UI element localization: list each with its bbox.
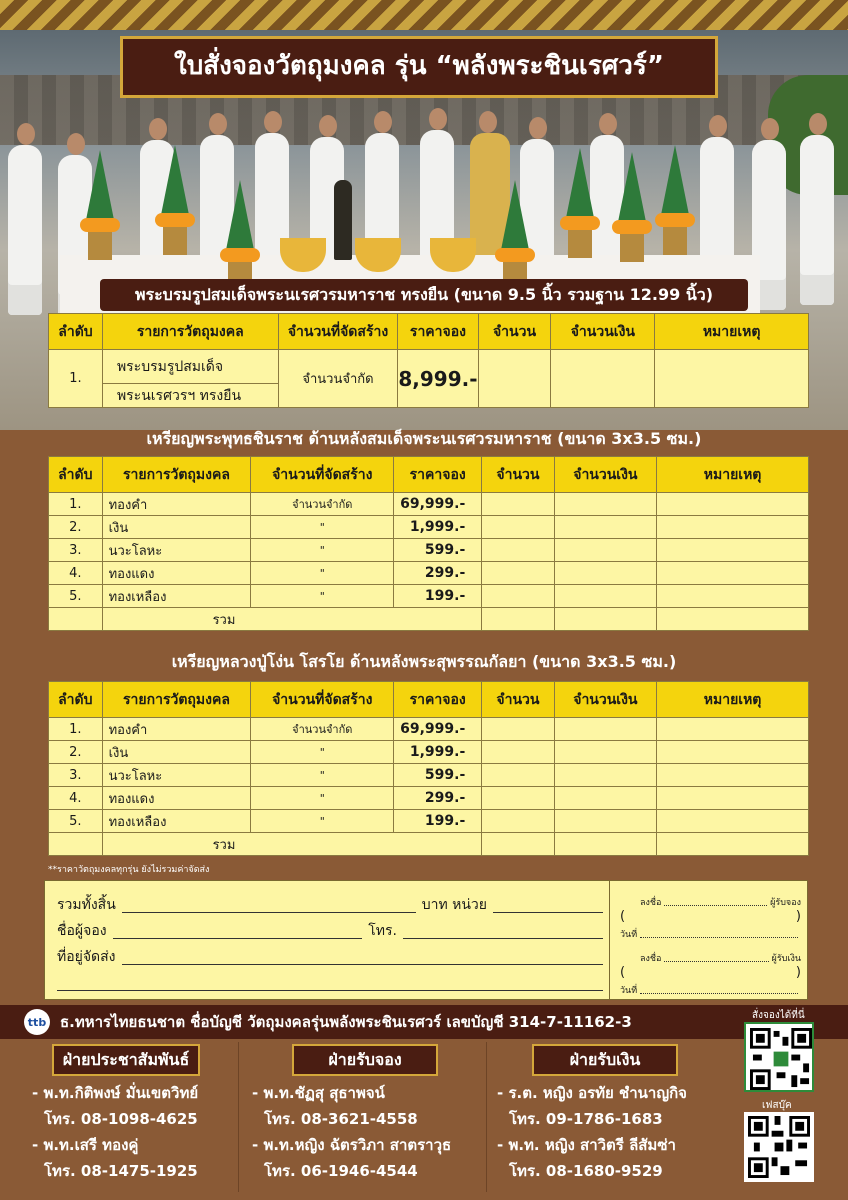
row-price: 299.- xyxy=(394,562,482,585)
row-price: 599.- xyxy=(394,764,482,787)
header-qty: จำนวน xyxy=(478,314,551,350)
row-item: ทองแดง xyxy=(102,787,251,810)
row-amount-cell[interactable] xyxy=(554,539,657,562)
row-item: ทองคำ xyxy=(102,493,251,516)
row-amount-cell[interactable] xyxy=(554,585,657,608)
table-row xyxy=(49,810,809,833)
header-made: จำนวนที่จัดสร้าง xyxy=(251,682,394,718)
total-qty-cell[interactable] xyxy=(482,608,554,631)
statue-caption: พระบรมรูปสมเด็จพระนเรศวรมหาราช ทรงยืน (ขนาด 9.5 นิ้ว รวมฐาน 12.99 นิ้ว) xyxy=(100,279,748,311)
row-note-cell[interactable] xyxy=(657,493,809,516)
contact-phone[interactable]: โทร. 08-1475-1925 xyxy=(44,1162,198,1180)
address-label: ที่อยู่จัดส่ง xyxy=(57,949,116,965)
booker-name-label: ชื่อผู้จอง xyxy=(57,923,107,939)
row-amount-cell[interactable] xyxy=(551,350,655,408)
row-amount-cell[interactable] xyxy=(554,562,657,585)
row-item: นวะโลหะ xyxy=(102,539,251,562)
row-idx: 5. xyxy=(49,810,103,833)
table-row xyxy=(49,350,809,384)
total-label: รวม xyxy=(102,833,482,856)
row-made: จำนวนจำกัด xyxy=(251,718,394,741)
row-price: 69,999.- xyxy=(394,718,482,741)
total-amount-cell[interactable] xyxy=(554,833,657,856)
row-qty-cell[interactable] xyxy=(482,562,554,585)
row-amount-cell[interactable] xyxy=(554,493,657,516)
row-note-cell[interactable] xyxy=(657,741,809,764)
receiver-booking-label: ผู้รับจอง xyxy=(770,898,801,908)
qr-facebook-label: เฟสบุ๊ค xyxy=(762,1100,792,1111)
row-qty-cell[interactable] xyxy=(482,585,554,608)
address-field-2[interactable] xyxy=(57,990,603,991)
coin1-title: เหรียญพระพุทธชินราช ด้านหลังสมเด็จพระนเรศวรมหาราช (ขนาด 3x3.5 ซม.) xyxy=(146,429,702,448)
grand-total-label: รวมทั้งสิ้น xyxy=(57,897,116,913)
row-idx: 3. xyxy=(49,539,103,562)
row-item: ทองเหลือง xyxy=(102,585,251,608)
booking-contact-list xyxy=(252,1080,451,1184)
row-qty-cell[interactable] xyxy=(482,741,554,764)
row-item: นวะโลหะ xyxy=(102,764,251,787)
header-idx: ลำดับ xyxy=(49,682,103,718)
header-price: ราคาจอง xyxy=(394,682,482,718)
money-date-field[interactable] xyxy=(640,993,798,994)
header-item: รายการวัตถุมงคล xyxy=(102,682,251,718)
header-note: หมายเหตุ xyxy=(657,682,809,718)
row-note-cell[interactable] xyxy=(657,585,809,608)
booker-name-field[interactable] xyxy=(113,938,363,939)
row-item-line1: พระบรมรูปสมเด็จ xyxy=(102,350,278,384)
row-amount-cell[interactable] xyxy=(554,516,657,539)
row-idx: 2. xyxy=(49,516,103,539)
bank-account-bar xyxy=(0,1005,848,1039)
row-note-cell[interactable] xyxy=(657,562,809,585)
address-line-2 xyxy=(57,971,609,997)
contact-phone[interactable]: โทร. 08-1680-9529 xyxy=(509,1162,663,1180)
header-amount: จำนวนเงิน xyxy=(551,314,655,350)
qr-pattern xyxy=(748,1116,810,1178)
receiver-money-label: ผู้รับเงิน xyxy=(771,954,801,964)
row-made: " xyxy=(251,516,394,539)
row-made: " xyxy=(251,787,394,810)
header-qty: จำนวน xyxy=(482,682,554,718)
header-item: รายการวัตถุมงคล xyxy=(102,457,251,493)
row-item: เงิน xyxy=(102,741,251,764)
bank-logo-icon: ttb xyxy=(24,1009,50,1035)
address-line xyxy=(57,945,609,971)
row-made: " xyxy=(251,562,394,585)
row-made: " xyxy=(251,539,394,562)
close-paren: ) xyxy=(795,909,801,924)
baht-unit-label: บาท หน่วย xyxy=(421,897,487,913)
date-label: วันที่ xyxy=(620,930,638,940)
row-amount-cell[interactable] xyxy=(554,810,657,833)
table-row xyxy=(49,741,809,764)
row-qty-cell[interactable] xyxy=(482,539,554,562)
statue-figure xyxy=(334,180,352,260)
header-made: จำนวนที่จัดสร้าง xyxy=(278,314,398,350)
phone-label: โทร. xyxy=(368,923,397,939)
pr-column-head: ฝ่ายประชาสัมพันธ์ xyxy=(52,1044,200,1076)
booking-signature-field[interactable] xyxy=(664,905,767,906)
header-made: จำนวนที่จัดสร้าง xyxy=(251,457,394,493)
row-idx: 4. xyxy=(49,787,103,810)
total-label: รวม xyxy=(102,608,482,631)
contact-phone[interactable]: โทร. 08-3621-4558 xyxy=(264,1110,418,1128)
table-row xyxy=(49,718,809,741)
table-row xyxy=(49,516,809,539)
total-qty-cell[interactable] xyxy=(482,833,554,856)
row-made: " xyxy=(251,585,394,608)
row-idx: 1. xyxy=(49,493,103,516)
sign-label: ลงชื่อ xyxy=(640,954,662,964)
row-note-cell[interactable] xyxy=(657,764,809,787)
booking-column-head: ฝ่ายรับจอง xyxy=(292,1044,438,1076)
bank-account-text: ธ.ทหารไทยธนชาต ชื่อบัญชี วัตถุมงคลรุ่นพลังพระชินเรศวร์ เลขบัญชี 314-7-11162-3 xyxy=(60,1013,632,1031)
row-qty-cell[interactable] xyxy=(482,516,554,539)
table-row xyxy=(49,764,809,787)
table-header-row xyxy=(49,457,809,493)
facebook-qr-code-icon[interactable] xyxy=(744,1112,814,1182)
row-made: " xyxy=(251,764,394,787)
statue-order-table xyxy=(48,313,809,408)
booking-date-field[interactable] xyxy=(640,937,798,938)
contact-phone[interactable]: โทร. 06-1946-4544 xyxy=(264,1162,418,1180)
row-item: เงิน xyxy=(102,516,251,539)
pr-contact-list xyxy=(32,1080,198,1184)
row-qty-cell[interactable] xyxy=(482,787,554,810)
contact-phone[interactable]: โทร. 08-1098-4625 xyxy=(44,1110,198,1128)
open-paren: ( xyxy=(620,909,626,924)
row-idx: 1. xyxy=(49,350,103,408)
total-row xyxy=(49,608,809,631)
close-paren: ) xyxy=(795,965,801,980)
table-row xyxy=(49,585,809,608)
row-note-cell[interactable] xyxy=(657,516,809,539)
coin2-order-table xyxy=(48,681,809,856)
header-qty: จำนวน xyxy=(482,457,554,493)
unit-field[interactable] xyxy=(493,912,603,913)
contact-name: - พ.ท.ชัฏสุ สุธาพจน์ xyxy=(252,1084,385,1102)
header-price: ราคาจอง xyxy=(394,457,482,493)
phone-field[interactable] xyxy=(403,938,603,939)
coin2-title: เหรียญหลวงปู่โง่น โสรโย ด้านหลังพระสุพรรณกัลยา (ขนาด 3x3.5 ซม.) xyxy=(171,652,677,671)
contact-name: - พ.ท.กิติพงษ์ มั่นเขตวิทย์ xyxy=(32,1084,199,1102)
header-amount: จำนวนเงิน xyxy=(554,457,657,493)
payment-contact-list xyxy=(497,1080,687,1184)
row-note-cell[interactable] xyxy=(657,718,809,741)
contact-name: - พ.ท.เสรี ทองคู่ xyxy=(32,1136,139,1154)
money-signature-field[interactable] xyxy=(664,961,768,962)
grand-total-field[interactable] xyxy=(122,912,416,913)
row-made: " xyxy=(251,810,394,833)
row-qty-cell[interactable] xyxy=(482,718,554,741)
qr-pattern xyxy=(750,1028,812,1090)
table-row xyxy=(49,539,809,562)
row-amount-cell[interactable] xyxy=(554,718,657,741)
row-idx: 3. xyxy=(49,764,103,787)
row-note-cell[interactable] xyxy=(657,810,809,833)
row-idx: 4. xyxy=(49,562,103,585)
address-field[interactable] xyxy=(122,964,603,965)
sign-label: ลงชื่อ xyxy=(640,898,662,908)
order-qr-code-icon[interactable] xyxy=(744,1022,814,1092)
order-form xyxy=(44,880,808,1000)
row-amount-cell[interactable] xyxy=(554,741,657,764)
grand-total-line xyxy=(57,893,609,919)
row-price: 599.- xyxy=(394,539,482,562)
row-price: 199.- xyxy=(394,810,482,833)
table-header-row xyxy=(49,314,809,350)
header-item: รายการวัตถุมงคล xyxy=(102,314,278,350)
row-item-line2: พระนเรศวรฯ ทรงยืน xyxy=(102,384,278,408)
total-note-cell[interactable] xyxy=(657,833,809,856)
coin1-order-table xyxy=(48,456,809,631)
row-price: 299.- xyxy=(394,787,482,810)
row-price: 1,999.- xyxy=(394,516,482,539)
decorative-top-band xyxy=(0,0,848,30)
booker-line xyxy=(57,919,609,945)
total-amount-cell[interactable] xyxy=(554,608,657,631)
row-item: ทองแดง xyxy=(102,562,251,585)
header-amount: จำนวนเงิน xyxy=(554,682,657,718)
row-idx: 5. xyxy=(49,585,103,608)
signature-area xyxy=(609,881,807,999)
column-divider xyxy=(238,1042,239,1192)
table-row xyxy=(49,562,809,585)
date-label: วันที่ xyxy=(620,986,638,996)
contact-name: - พ.ท. หญิง สาวิตรี ลีสัมซ่า xyxy=(497,1136,676,1154)
row-idx: 1. xyxy=(49,718,103,741)
table-header-row xyxy=(49,682,809,718)
payment-column-head: ฝ่ายรับเงิน xyxy=(532,1044,678,1076)
header-price: ราคาจอง xyxy=(398,314,478,350)
row-item: ทองคำ xyxy=(102,718,251,741)
row-price: 1,999.- xyxy=(394,741,482,764)
row-note-cell[interactable] xyxy=(657,787,809,810)
row-qty-cell[interactable] xyxy=(478,350,551,408)
row-made: จำนวนจำกัด xyxy=(278,350,398,408)
open-paren: ( xyxy=(620,965,626,980)
contact-name: - พ.ท.หญิง ฉัตรวิภา สาตราวุธ xyxy=(252,1136,452,1154)
qr-order-label: สั่งจองได้ที่นี่ xyxy=(752,1010,805,1021)
row-amount-cell[interactable] xyxy=(554,787,657,810)
header-idx: ลำดับ xyxy=(49,457,103,493)
row-note-cell[interactable] xyxy=(655,350,809,408)
header-idx: ลำดับ xyxy=(49,314,103,350)
header-note: หมายเหตุ xyxy=(657,457,809,493)
total-note-cell[interactable] xyxy=(657,608,809,631)
page-title: ใบสั่งจองวัตถุมงคล รุ่น “พลังพระชินเรศวร์” xyxy=(120,36,718,98)
table-row xyxy=(49,493,809,516)
row-item: ทองเหลือง xyxy=(102,810,251,833)
row-idx: 2. xyxy=(49,741,103,764)
column-divider xyxy=(486,1042,487,1192)
row-price: 69,999.- xyxy=(394,493,482,516)
row-qty-cell[interactable] xyxy=(482,493,554,516)
table-row xyxy=(49,787,809,810)
row-amount-cell[interactable] xyxy=(554,764,657,787)
row-price: 199.- xyxy=(394,585,482,608)
row-made: จำนวนจำกัด xyxy=(251,493,394,516)
row-note-cell[interactable] xyxy=(657,539,809,562)
contact-name: - ร.ต. หญิง อรทัย ชำนาญกิจ xyxy=(497,1084,687,1102)
row-qty-cell[interactable] xyxy=(482,764,554,787)
total-row xyxy=(49,833,809,856)
row-price: 8,999.- xyxy=(398,350,478,408)
contact-phone[interactable]: โทร. 09-1786-1683 xyxy=(509,1110,663,1128)
row-qty-cell[interactable] xyxy=(482,810,554,833)
header-note: หมายเหตุ xyxy=(655,314,809,350)
row-made: " xyxy=(251,741,394,764)
price-footnote: **ราคาวัตถุมงคลทุกรุ่น ยังไม่รวมค่าจัดส่ง xyxy=(48,865,210,875)
